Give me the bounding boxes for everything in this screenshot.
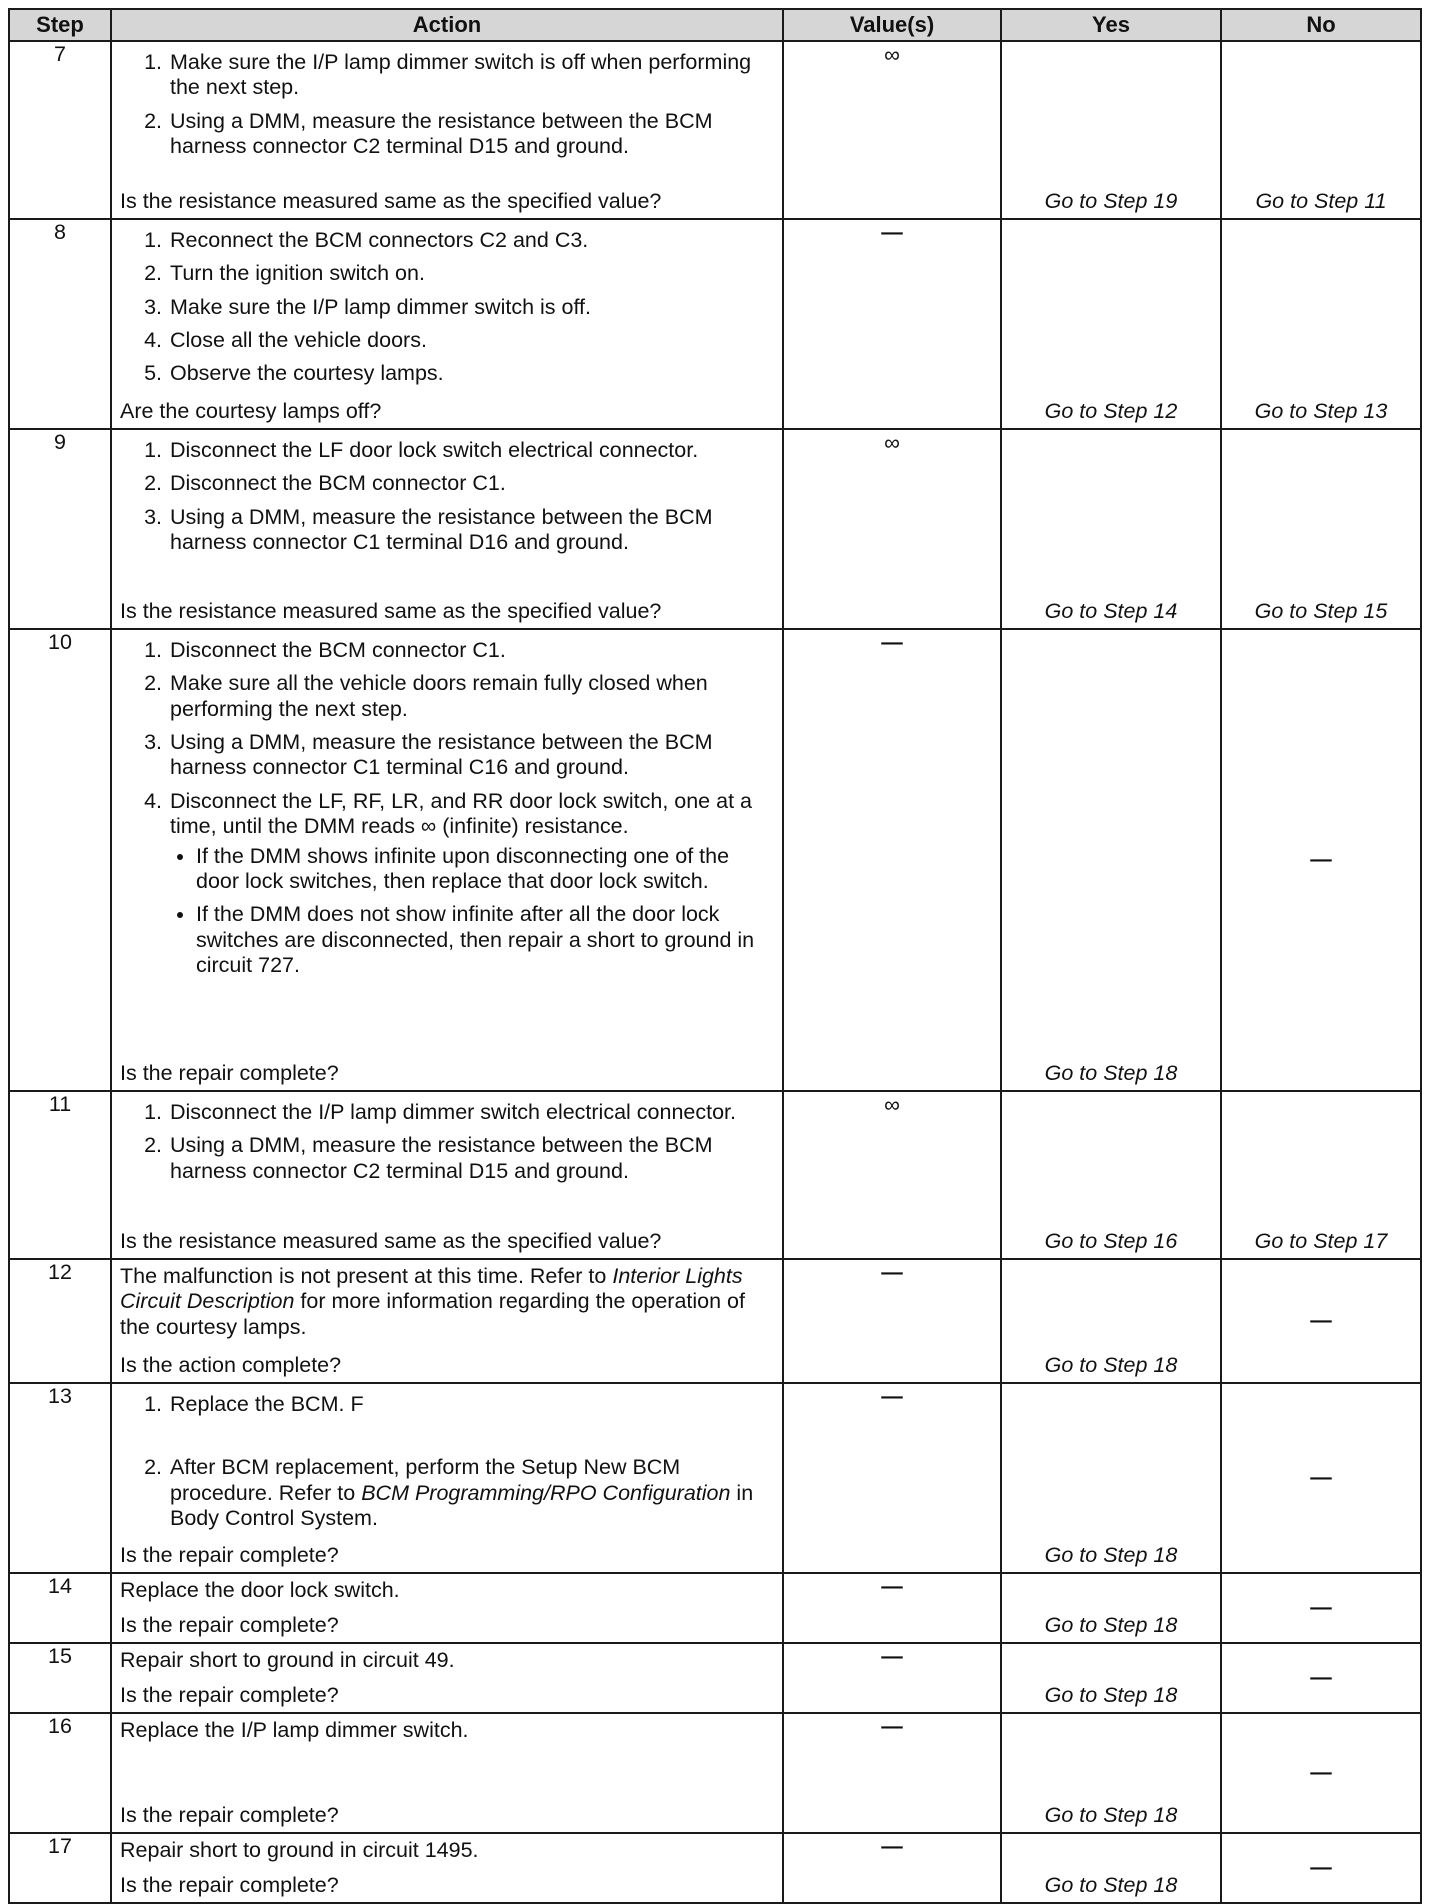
value-cell — [783, 219, 1001, 429]
no-text: — — [1310, 1760, 1332, 1785]
step-row-10 — [9, 629, 1421, 1091]
bullet-item: • If the DMM shows infinite upon disconnecting one of the door lock switches, then replace that door lock switch. — [196, 844, 776, 895]
value-cell — [783, 1713, 1001, 1833]
diagnostic-table — [8, 8, 1422, 1904]
step-number: 15 — [9, 1643, 111, 1713]
action-text: Replace the I/P lamp dimmer switch. — [120, 1718, 469, 1742]
action-item — [168, 1455, 776, 1531]
value-cell — [783, 1643, 1001, 1713]
value-text: — — [881, 220, 903, 244]
yes-cell — [1001, 1091, 1221, 1259]
question: Is the repair complete? — [120, 1802, 339, 1827]
question: Is the repair complete? — [120, 1872, 339, 1897]
no-link[interactable]: Go to Step 11 — [1255, 188, 1387, 213]
header-yes: Yes — [1001, 9, 1221, 41]
step-row-12 — [9, 1259, 1421, 1383]
action-item: 1. Make sure the I/P lamp dimmer switch is off when performing the next step. — [168, 50, 776, 101]
value-text: — — [881, 1644, 903, 1668]
action-item: 3. Using a DMM, measure the resistance between the BCM harness connector C1 terminal C16 and ground. — [168, 730, 776, 781]
yes-link[interactable]: Go to Step 18 — [1044, 1682, 1178, 1707]
step-number: 10 — [9, 629, 111, 1091]
no-text: — — [1310, 847, 1332, 872]
step-row-15 — [9, 1643, 1421, 1713]
yes-link[interactable]: Go to Step 18 — [1044, 1542, 1178, 1567]
question: Is the repair complete? — [120, 1682, 339, 1707]
action-list — [120, 224, 776, 395]
no-cell — [1221, 1383, 1421, 1573]
action-list — [120, 1096, 776, 1192]
no-cell — [1221, 219, 1421, 429]
step-number: 11 — [9, 1091, 111, 1259]
step-row-11 — [9, 1091, 1421, 1259]
action-item: 1. Reconnect the BCM connectors C2 and C3. — [168, 228, 776, 253]
action-item: 4. Close all the vehicle doors. — [168, 328, 776, 353]
yes-cell — [1001, 429, 1221, 629]
yes-cell — [1001, 1383, 1221, 1573]
action-item: 1. Disconnect the I/P lamp dimmer switch electrical connector. — [168, 1100, 776, 1125]
reference-link[interactable]: BCM Programming/RPO Configuration — [361, 1480, 731, 1505]
question: Is the resistance measured same as the specified value? — [120, 188, 662, 213]
header-step: Step — [9, 9, 111, 41]
no-cell — [1221, 1259, 1421, 1383]
step-row-17 — [9, 1833, 1421, 1903]
value-text: — — [881, 1260, 903, 1284]
action-item: 2. Using a DMM, measure the resistance between the BCM harness connector C2 terminal D15 and ground. — [168, 109, 776, 160]
bullet-item: • If the DMM does not show infinite after all the door lock switches are disconnected, then repair a short to ground in circuit 727. — [196, 902, 776, 978]
step-number: 9 — [9, 429, 111, 629]
value-cell — [783, 1383, 1001, 1573]
yes-cell — [1001, 629, 1221, 1091]
action-item: 1. Disconnect the LF door lock switch electrical connector. — [168, 438, 776, 463]
question: Is the repair complete? — [120, 1060, 339, 1085]
yes-cell — [1001, 1713, 1221, 1833]
action-item: 2. Make sure all the vehicle doors remain fully closed when performing the next step. — [168, 671, 776, 722]
yes-cell — [1001, 1643, 1221, 1713]
reference-link[interactable]: Interior Lights Circuit Description — [120, 1264, 743, 1314]
value-cell — [783, 1573, 1001, 1643]
header-row — [9, 9, 1421, 41]
value-cell — [783, 1259, 1001, 1383]
value-cell — [783, 1833, 1001, 1903]
no-cell — [1221, 1713, 1421, 1833]
value-cell — [783, 1091, 1001, 1259]
action-cell — [111, 429, 783, 629]
step-row-7 — [9, 41, 1421, 219]
action-item: 2. Turn the ignition switch on. — [168, 261, 776, 286]
value-text: — — [881, 1714, 903, 1738]
no-text: — — [1310, 1595, 1332, 1620]
value-cell — [783, 629, 1001, 1091]
action-cell — [111, 1833, 783, 1903]
action-item — [168, 1392, 776, 1447]
no-link[interactable]: Go to Step 17 — [1254, 1228, 1388, 1253]
action-cell — [111, 1643, 783, 1713]
yes-link[interactable]: Go to Step 19 — [1044, 188, 1178, 213]
bullet-list — [170, 844, 776, 979]
no-cell — [1221, 1833, 1421, 1903]
no-text: — — [1310, 1465, 1332, 1490]
action-list — [120, 434, 776, 563]
question: Are the courtesy lamps off? — [120, 398, 382, 423]
action-text — [120, 1264, 776, 1340]
action-cell — [111, 41, 783, 219]
step-number: 13 — [9, 1383, 111, 1573]
yes-link[interactable]: Go to Step 12 — [1044, 398, 1178, 423]
yes-link[interactable]: Go to Step 18 — [1044, 1060, 1178, 1085]
action-item: 5. Observe the courtesy lamps. — [168, 361, 776, 386]
no-link[interactable]: Go to Step 13 — [1254, 398, 1388, 423]
value-text: ∞ — [884, 1092, 900, 1117]
yes-cell — [1001, 41, 1221, 219]
action-text: Replace the door lock switch. — [120, 1578, 400, 1602]
action-cell — [111, 1383, 783, 1573]
value-text: — — [881, 630, 903, 654]
action-text: Repair short to ground in circuit 1495. — [120, 1838, 479, 1862]
yes-link[interactable]: Go to Step 16 — [1044, 1228, 1178, 1253]
action-item: 2. Using a DMM, measure the resistance between the BCM harness connector C2 terminal D15 and ground. — [168, 1133, 776, 1184]
step-row-16 — [9, 1713, 1421, 1833]
value-text: — — [881, 1384, 903, 1408]
step-number: 7 — [9, 41, 111, 219]
action-cell — [111, 219, 783, 429]
no-text: — — [1310, 1855, 1332, 1880]
no-text: — — [1310, 1308, 1332, 1333]
header-action: Action — [111, 9, 783, 41]
action-cell — [111, 1713, 783, 1833]
action-text-part: After BCM replacement, perform the Setup New BCM procedure. Refer to — [170, 1455, 681, 1505]
question: Is the repair complete? — [120, 1612, 339, 1637]
question: Is the action complete? — [120, 1352, 342, 1377]
step-row-13 — [9, 1383, 1421, 1573]
value-text: — — [881, 1574, 903, 1598]
step-row-14 — [9, 1573, 1421, 1643]
yes-link[interactable]: Go to Step 18 — [1044, 1872, 1178, 1897]
action-item: 2. Disconnect the BCM connector C1. — [168, 471, 776, 496]
action-cell — [111, 1573, 783, 1643]
step-number: 8 — [9, 219, 111, 429]
yes-link[interactable]: Go to Step 18 — [1044, 1352, 1178, 1377]
action-item-text: Disconnect the LF, RF, LR, and RR door lock switch, one at a time, until the DMM reads ∞ (infinite) resistance. — [170, 788, 752, 839]
action-item — [168, 789, 776, 979]
no-cell — [1221, 41, 1421, 219]
value-text: ∞ — [884, 42, 900, 67]
action-list — [120, 46, 776, 167]
value-text: — — [881, 1834, 903, 1858]
step-number: 16 — [9, 1713, 111, 1833]
value-text: ∞ — [884, 430, 900, 455]
action-cell — [111, 629, 783, 1091]
yes-link[interactable]: Go to Step 14 — [1044, 598, 1178, 623]
action-item: 1. Disconnect the BCM connector C1. — [168, 638, 776, 663]
no-text: — — [1310, 1665, 1332, 1690]
value-cell — [783, 429, 1001, 629]
action-item: 3. Make sure the I/P lamp dimmer switch is off. — [168, 295, 776, 320]
action-item-text: Replace the BCM. F — [170, 1392, 364, 1416]
action-list — [120, 1388, 776, 1539]
action-text-part: in Body Control System. — [170, 1480, 754, 1531]
yes-cell — [1001, 1833, 1221, 1903]
step-row-8 — [9, 219, 1421, 429]
yes-link[interactable]: Go to Step 18 — [1044, 1612, 1178, 1637]
no-cell — [1221, 1643, 1421, 1713]
action-cell — [111, 1259, 783, 1383]
action-cell — [111, 1091, 783, 1259]
value-cell — [783, 41, 1001, 219]
action-item: 3. Using a DMM, measure the resistance between the BCM harness connector C1 terminal D16 and ground. — [168, 505, 776, 556]
yes-cell — [1001, 1259, 1221, 1383]
no-link[interactable]: Go to Step 15 — [1254, 598, 1388, 623]
action-text: Repair short to ground in circuit 49. — [120, 1648, 455, 1672]
action-list — [120, 634, 776, 986]
step-number: 14 — [9, 1573, 111, 1643]
no-cell — [1221, 429, 1421, 629]
no-cell — [1221, 1091, 1421, 1259]
action-text-part: for more information regarding the operation of the courtesy lamps. — [120, 1289, 745, 1339]
yes-link[interactable]: Go to Step 18 — [1044, 1802, 1178, 1827]
step-number: 17 — [9, 1833, 111, 1903]
header-no: No — [1221, 9, 1421, 41]
no-cell — [1221, 629, 1421, 1091]
question: Is the resistance measured same as the specified value? — [120, 598, 662, 623]
step-row-9 — [9, 429, 1421, 629]
header-values: Value(s) — [783, 9, 1001, 41]
question: Is the resistance measured same as the specified value? — [120, 1228, 662, 1253]
no-cell — [1221, 1573, 1421, 1643]
yes-cell — [1001, 1573, 1221, 1643]
question: Is the repair complete? — [120, 1542, 339, 1567]
action-text-part: The malfunction is not present at this time. Refer to — [120, 1264, 613, 1288]
yes-cell — [1001, 219, 1221, 429]
step-number: 12 — [9, 1259, 111, 1383]
